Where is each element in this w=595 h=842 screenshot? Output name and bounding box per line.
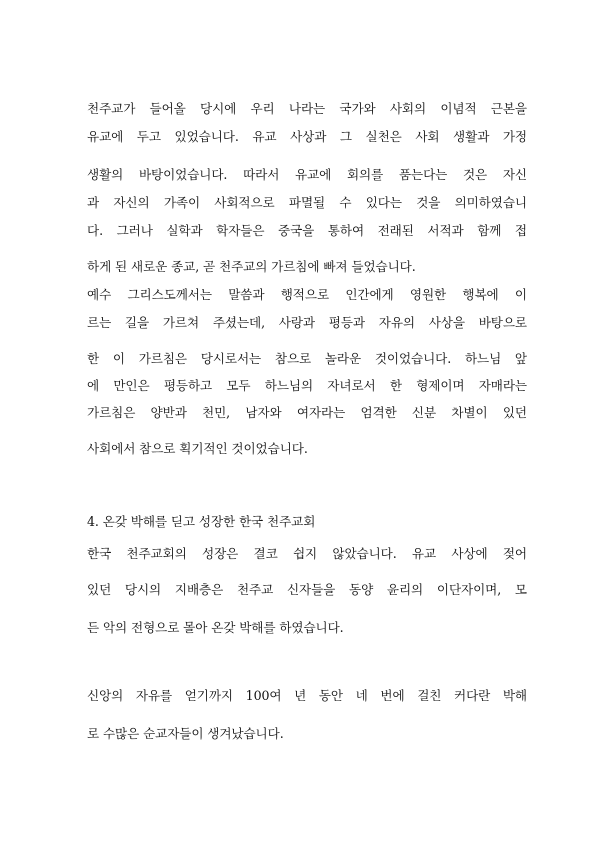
section-heading: 4. 온갖 박해를 딛고 성장한 한국 천주교회 [87,514,316,529]
text-line: 과 자신의 가족이 사회적으로 파멸될 수 있다는 것을 의미하였습니 [87,195,527,210]
text-line: 에 만인은 평등하고 모두 하느님의 자녀로서 한 형제이며 자매라는 [87,378,527,393]
text-line: 다. 그러나 실학과 학자들은 중국을 통하여 전래된 서적과 함께 접 [87,223,527,238]
text-line: 유교에 두고 있었습니다. 유교 사상과 그 실천은 사회 생활과 가정 [87,129,527,144]
text-line: 사회에서 참으로 획기적인 것이었습니다. [87,441,308,456]
text-line: 예수 그리스도께서는 말씀과 행적으로 인간에게 영원한 행복에 이 [87,287,527,302]
text-line: 생활의 바탕이었습니다. 따라서 유교에 회의를 품는다는 것은 자신 [87,167,527,182]
text-line: 르는 길을 가르쳐 주셨는데, 사랑과 평등과 자유의 사상을 바탕으로 [87,315,527,330]
text-line: 한 이 가르침은 당시로서는 참으로 놀라운 것이었습니다. 하느님 앞 [87,351,527,366]
text-line: 한국 천주교회의 성장은 결코 쉽지 않았습니다. 유교 사상에 젖어 [87,546,527,561]
text-line: 로 수많은 순교자들이 생겨났습니다. [87,726,284,741]
text-line: 하게 된 새로운 종교, 곧 천주교의 가르침에 빠져 들었습니다. [87,259,416,274]
text-line: 신앙의 자유를 얻기까지 100여 년 동안 네 번에 걸친 커다란 박해 [87,688,527,703]
text-line: 있던 당시의 지배층은 천주교 신자들을 동양 윤리의 이단자이며, 모 [87,582,527,597]
text-line: 천주교가 들어올 당시에 우리 나라는 국가와 사회의 이념적 근본을 [87,101,527,116]
text-line: 든 악의 전형으로 몰아 온갖 박해를 하였습니다. [87,620,344,635]
text-line: 가르침은 양반과 천민, 남자와 여자라는 엄격한 신분 차별이 있던 [87,405,527,420]
